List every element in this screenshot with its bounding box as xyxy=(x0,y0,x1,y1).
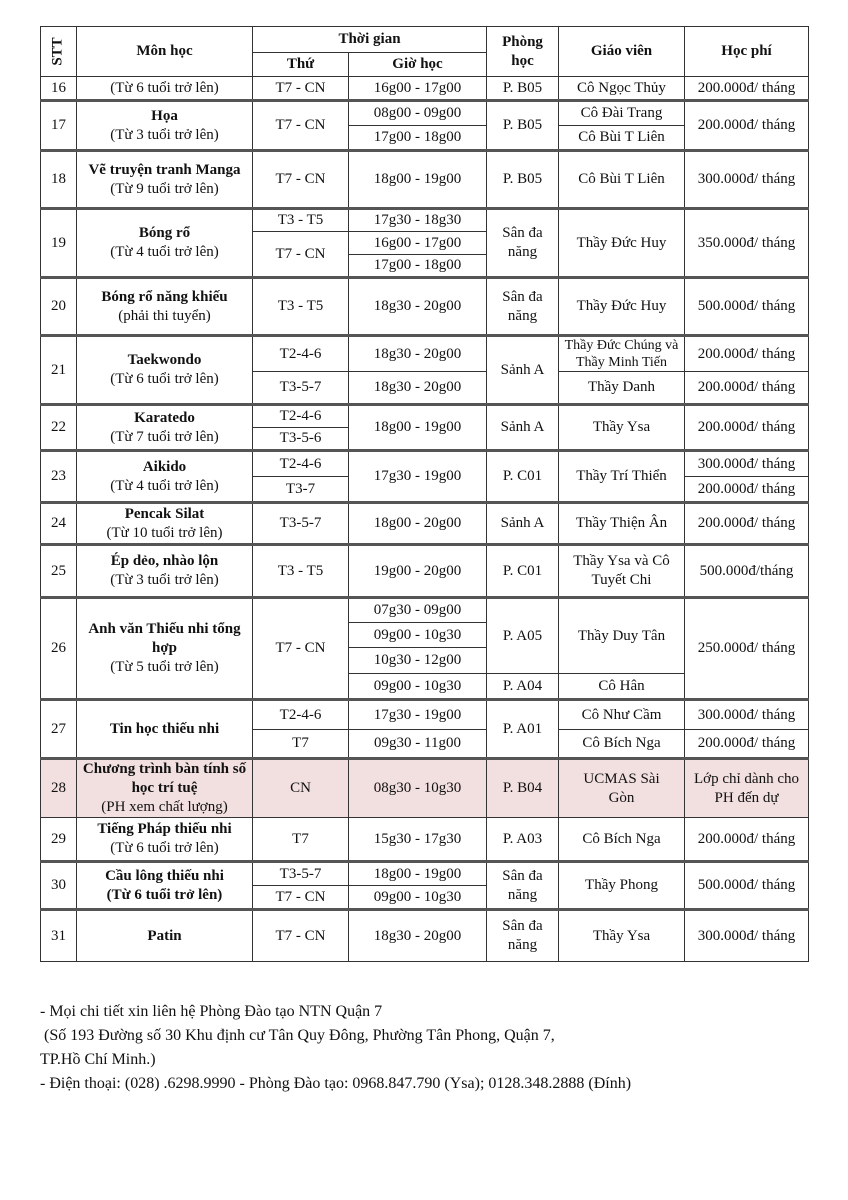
room-cell: Sân đa năng xyxy=(487,910,559,962)
fee-cell: 300.000đ/ tháng xyxy=(685,151,809,209)
fee-cell: 200.000đ/ tháng xyxy=(685,503,809,545)
day-cell: T7 - CN xyxy=(253,151,349,209)
hours-cell: 08g30 - 10g30 xyxy=(349,759,487,818)
fee-cell: 200.000đ/ tháng xyxy=(685,77,809,101)
subject-cell: (Từ 6 tuổi trở lên) xyxy=(77,77,253,101)
table-row xyxy=(41,278,809,336)
address-city-line: TP.Hồ Chí Minh.) xyxy=(40,1051,156,1068)
teacher-cell: Thầy Đức Huy xyxy=(559,278,685,336)
hours-cell: 17g30 - 18g30 xyxy=(349,209,487,232)
fee-cell: 200.000đ/ tháng xyxy=(685,405,809,451)
teacher-cell: Cô Bích Nga xyxy=(559,818,685,862)
fee-cell: 350.000đ/ tháng xyxy=(685,209,809,278)
room-header: Phòng học xyxy=(487,27,559,77)
room-cell: P. B05 xyxy=(487,77,559,101)
subject-cell: Anh văn Thiếu nhi tổng hợp (Từ 5 tuổi trở lên) xyxy=(77,598,253,700)
subject-cell: Vẽ truyện tranh Manga (Từ 9 tuổi trở lên) xyxy=(77,151,253,209)
room-cell: P. C01 xyxy=(487,545,559,598)
fee-cell: Lớp chỉ dành cho PH đến dự xyxy=(685,759,809,818)
fee-cell: 200.000đ/ tháng xyxy=(685,336,809,372)
teacher-cell: Thầy Ysa xyxy=(559,910,685,962)
teacher-cell: Cô Ngọc Thủy xyxy=(559,77,685,101)
hours-cell: 07g30 - 09g00 xyxy=(349,598,487,623)
stt-cell: 24 xyxy=(41,503,77,545)
hours-cell: 16g00 - 17g00 xyxy=(349,77,487,101)
hours-cell: 15g30 - 17g30 xyxy=(349,818,487,862)
stt-cell: 30 xyxy=(41,862,77,910)
time-header: Thời gian xyxy=(253,27,487,53)
hours-cell: 17g30 - 19g00 xyxy=(349,451,487,503)
teacher-cell: Thầy Phong xyxy=(559,862,685,910)
room-cell: P. A05 xyxy=(487,598,559,674)
stt-cell: 16 xyxy=(41,77,77,101)
day-cell: T3-5-7 xyxy=(253,862,349,886)
schedule-table xyxy=(40,26,809,962)
fee-cell: 200.000đ/ tháng xyxy=(685,101,809,151)
fee-cell: 200.000đ/ tháng xyxy=(685,372,809,405)
phone-line: - Điện thoại: (028) .6298.9990 - Phòng Đào tạo: 0968.847.790 (Ysa); 0128.348.2888 (Đính) xyxy=(40,1075,632,1092)
table-row xyxy=(41,759,809,818)
day-cell: T2-4-6 xyxy=(253,336,349,372)
subject-cell: Cầu lông thiếu nhi (Từ 6 tuổi trở lên) xyxy=(77,862,253,910)
subject-cell: Tin học thiếu nhi xyxy=(77,700,253,759)
teacher-cell: Thầy Ysa và Cô Tuyết Chi xyxy=(559,545,685,598)
day-cell: T7 - CN xyxy=(253,598,349,700)
day-cell: T7 - CN xyxy=(253,886,349,910)
day-cell: T2-4-6 xyxy=(253,451,349,477)
stt-cell: 29 xyxy=(41,818,77,862)
hours-cell: 09g00 - 10g30 xyxy=(349,674,487,700)
table-row xyxy=(41,910,809,962)
fee-cell: 200.000đ/ tháng xyxy=(685,730,809,759)
table-row xyxy=(41,77,809,101)
room-cell: Sân đa năng xyxy=(487,862,559,910)
table-row xyxy=(41,451,809,477)
subject-cell: Ép dẻo, nhào lộn (Từ 3 tuổi trở lên) xyxy=(77,545,253,598)
teacher-cell: Thầy Ysa xyxy=(559,405,685,451)
teacher-cell: Thầy Trí Thiển xyxy=(559,451,685,503)
stt-cell: 18 xyxy=(41,151,77,209)
table-row xyxy=(41,503,809,545)
teacher-cell: Cô Bùi T Liên xyxy=(559,151,685,209)
fee-cell: 200.000đ/ tháng xyxy=(685,477,809,503)
day-cell: T3 - T5 xyxy=(253,545,349,598)
day-cell: T3-5-7 xyxy=(253,503,349,545)
hours-cell: 09g00 - 10g30 xyxy=(349,623,487,648)
subject-header: Môn học xyxy=(77,27,253,77)
hours-cell: 17g30 - 19g00 xyxy=(349,700,487,730)
hours-cell: 09g30 - 11g00 xyxy=(349,730,487,759)
teacher-cell: Thầy Đức Chúng và Thầy Minh Tiến xyxy=(559,336,685,372)
day-cell: CN xyxy=(253,759,349,818)
day-cell: T7 - CN xyxy=(253,101,349,151)
stt-cell: 26 xyxy=(41,598,77,700)
teacher-cell: Thầy Duy Tân xyxy=(559,598,685,674)
fee-cell: 500.000đ/ tháng xyxy=(685,278,809,336)
stt-cell: 25 xyxy=(41,545,77,598)
subject-cell: Taekwondo (Từ 6 tuổi trở lên) xyxy=(77,336,253,405)
day-cell: T2-4-6 xyxy=(253,405,349,428)
hours-cell: 18g30 - 20g00 xyxy=(349,336,487,372)
day-cell: T7 - CN xyxy=(253,910,349,962)
fee-cell: 300.000đ/ tháng xyxy=(685,451,809,477)
subject-cell: Patin xyxy=(77,910,253,962)
room-cell: Sân đa năng xyxy=(487,278,559,336)
teacher-cell: Cô Bùi T Liên xyxy=(559,126,685,151)
stt-cell: 27 xyxy=(41,700,77,759)
subject-cell: Pencak Silat (Từ 10 tuổi trở lên) xyxy=(77,503,253,545)
fee-cell: 500.000đ/ tháng xyxy=(685,862,809,910)
hours-cell: 18g30 - 20g00 xyxy=(349,372,487,405)
day-cell: T7 xyxy=(253,730,349,759)
hours-header: Giờ học xyxy=(349,53,487,77)
day-cell: T7 - CN xyxy=(253,77,349,101)
table-row xyxy=(41,336,809,372)
room-cell: P. B04 xyxy=(487,759,559,818)
fee-cell: 250.000đ/ tháng xyxy=(685,598,809,700)
hours-cell: 18g00 - 20g00 xyxy=(349,503,487,545)
hours-cell: 16g00 - 17g00 xyxy=(349,232,487,255)
hours-cell: 18g00 - 19g00 xyxy=(349,405,487,451)
stt-cell: 31 xyxy=(41,910,77,962)
teacher-cell: Cô Đài Trang xyxy=(559,101,685,126)
day-header: Thứ xyxy=(253,53,349,77)
fee-cell: 300.000đ/ tháng xyxy=(685,910,809,962)
room-cell: Sân đa năng xyxy=(487,209,559,278)
subject-cell: Tiếng Pháp thiếu nhi (Từ 6 tuổi trở lên) xyxy=(77,818,253,862)
day-cell: T3-5-7 xyxy=(253,372,349,405)
table-row xyxy=(41,545,809,598)
address-line: (Số 193 Đường số 30 Khu định cư Tân Quy Đông, Phường Tân Phong, Quận 7, xyxy=(40,1027,555,1044)
contact-line: - Mọi chi tiết xin liên hệ Phòng Đào tạo NTN Quận 7 xyxy=(40,1003,383,1020)
hours-cell: 19g00 - 20g00 xyxy=(349,545,487,598)
hours-cell: 17g00 - 18g00 xyxy=(349,255,487,278)
day-cell: T2-4-6 xyxy=(253,700,349,730)
subject-cell: Bóng rổ (Từ 4 tuổi trở lên) xyxy=(77,209,253,278)
hours-cell: 17g00 - 18g00 xyxy=(349,126,487,151)
fee-cell: 500.000đ/tháng xyxy=(685,545,809,598)
contact-footer xyxy=(40,1000,820,1096)
table-row xyxy=(41,151,809,209)
table-row xyxy=(41,598,809,623)
room-cell: P. C01 xyxy=(487,451,559,503)
teacher-cell: Thầy Danh xyxy=(559,372,685,405)
stt-cell: 23 xyxy=(41,451,77,503)
hours-cell: 08g00 - 09g00 xyxy=(349,101,487,126)
room-cell: P. B05 xyxy=(487,151,559,209)
room-cell: P. A04 xyxy=(487,674,559,700)
hours-cell: 18g00 - 19g00 xyxy=(349,862,487,886)
teacher-cell: Thầy Đức Huy xyxy=(559,209,685,278)
teacher-cell: Thầy Thiện Ân xyxy=(559,503,685,545)
subject-cell: Chương trình bàn tính số học trí tuệ (PH xem chất lượng) xyxy=(77,759,253,818)
room-cell: Sảnh A xyxy=(487,503,559,545)
fee-header: Học phí xyxy=(685,27,809,77)
room-cell: Sảnh A xyxy=(487,405,559,451)
day-cell: T7 - CN xyxy=(253,232,349,278)
table-row xyxy=(41,405,809,428)
fee-cell: 300.000đ/ tháng xyxy=(685,700,809,730)
table-row xyxy=(41,101,809,126)
stt-header: STT xyxy=(41,27,77,77)
hours-cell: 10g30 - 12g00 xyxy=(349,648,487,674)
table-row xyxy=(41,818,809,862)
day-cell: T3-7 xyxy=(253,477,349,503)
table-row xyxy=(41,209,809,232)
subject-cell: Karatedo (Từ 7 tuổi trở lên) xyxy=(77,405,253,451)
day-cell: T3 - T5 xyxy=(253,278,349,336)
stt-cell: 20 xyxy=(41,278,77,336)
table-row xyxy=(41,700,809,730)
hours-cell: 18g30 - 20g00 xyxy=(349,910,487,962)
stt-cell: 17 xyxy=(41,101,77,151)
room-cell: P. A01 xyxy=(487,700,559,759)
subject-cell: Aikido (Từ 4 tuổi trở lên) xyxy=(77,451,253,503)
subject-cell: Bóng rổ năng khiếu (phải thi tuyển) xyxy=(77,278,253,336)
hours-cell: 18g30 - 20g00 xyxy=(349,278,487,336)
room-cell: P. B05 xyxy=(487,101,559,151)
teacher-cell: UCMAS Sài Gòn xyxy=(559,759,685,818)
hours-cell: 09g00 - 10g30 xyxy=(349,886,487,910)
teacher-cell: Cô Hân xyxy=(559,674,685,700)
day-cell: T3 - T5 xyxy=(253,209,349,232)
stt-cell: 28 xyxy=(41,759,77,818)
fee-cell: 200.000đ/ tháng xyxy=(685,818,809,862)
table-row xyxy=(41,862,809,886)
day-cell: T7 xyxy=(253,818,349,862)
stt-cell: 19 xyxy=(41,209,77,278)
room-cell: Sảnh A xyxy=(487,336,559,405)
day-cell: T3-5-6 xyxy=(253,428,349,451)
teacher-header: Giáo viên xyxy=(559,27,685,77)
stt-cell: 21 xyxy=(41,336,77,405)
room-cell: P. A03 xyxy=(487,818,559,862)
teacher-cell: Cô Bích Nga xyxy=(559,730,685,759)
stt-cell: 22 xyxy=(41,405,77,451)
hours-cell: 18g00 - 19g00 xyxy=(349,151,487,209)
subject-cell: Họa (Từ 3 tuổi trở lên) xyxy=(77,101,253,151)
teacher-cell: Cô Như Cầm xyxy=(559,700,685,730)
